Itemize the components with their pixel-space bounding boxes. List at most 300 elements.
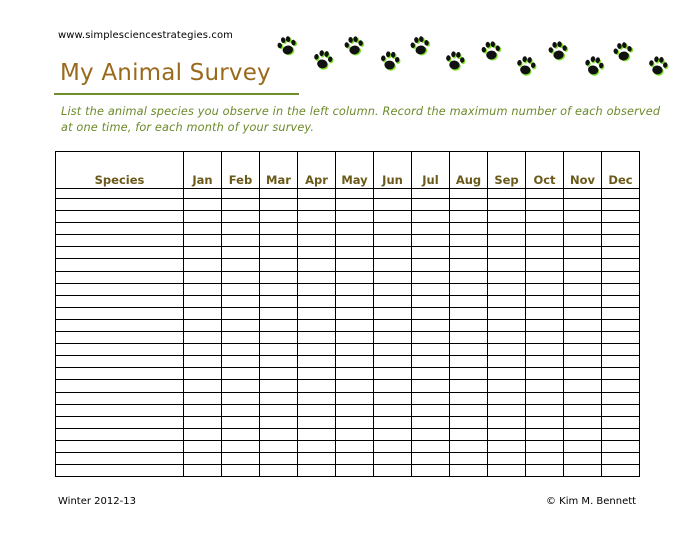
count-cell[interactable] (526, 416, 564, 428)
count-cell[interactable] (412, 223, 450, 235)
count-cell[interactable] (526, 404, 564, 416)
count-cell[interactable] (526, 392, 564, 404)
count-cell[interactable] (412, 319, 450, 331)
count-cell[interactable] (602, 235, 640, 247)
count-cell[interactable] (336, 247, 374, 259)
count-cell[interactable] (184, 247, 222, 259)
count-cell[interactable] (488, 319, 526, 331)
count-cell[interactable] (526, 199, 564, 211)
count-cell[interactable] (602, 452, 640, 464)
count-cell[interactable] (184, 295, 222, 307)
count-cell[interactable] (526, 380, 564, 392)
count-cell[interactable] (526, 295, 564, 307)
count-cell[interactable] (298, 416, 336, 428)
count-cell[interactable] (450, 271, 488, 283)
count-cell[interactable] (488, 271, 526, 283)
count-cell[interactable] (374, 199, 412, 211)
count-cell[interactable] (336, 189, 374, 199)
count-cell[interactable] (374, 404, 412, 416)
count-cell[interactable] (412, 404, 450, 416)
count-cell[interactable] (222, 271, 260, 283)
count-cell[interactable] (526, 283, 564, 295)
count-cell[interactable] (526, 319, 564, 331)
count-cell[interactable] (488, 368, 526, 380)
count-cell[interactable] (298, 465, 336, 477)
count-cell[interactable] (450, 319, 488, 331)
count-cell[interactable] (412, 465, 450, 477)
count-cell[interactable] (298, 295, 336, 307)
count-cell[interactable] (222, 247, 260, 259)
count-cell[interactable] (564, 332, 602, 344)
count-cell[interactable] (602, 247, 640, 259)
species-cell[interactable] (56, 271, 184, 283)
count-cell[interactable] (336, 416, 374, 428)
count-cell[interactable] (336, 344, 374, 356)
count-cell[interactable] (222, 189, 260, 199)
count-cell[interactable] (564, 189, 602, 199)
count-cell[interactable] (602, 307, 640, 319)
count-cell[interactable] (602, 211, 640, 223)
count-cell[interactable] (336, 392, 374, 404)
count-cell[interactable] (298, 247, 336, 259)
species-cell[interactable] (56, 440, 184, 452)
count-cell[interactable] (564, 199, 602, 211)
count-cell[interactable] (602, 332, 640, 344)
count-cell[interactable] (488, 247, 526, 259)
count-cell[interactable] (488, 465, 526, 477)
count-cell[interactable] (450, 356, 488, 368)
count-cell[interactable] (488, 307, 526, 319)
count-cell[interactable] (526, 307, 564, 319)
count-cell[interactable] (298, 271, 336, 283)
count-cell[interactable] (412, 189, 450, 199)
count-cell[interactable] (488, 404, 526, 416)
count-cell[interactable] (336, 223, 374, 235)
count-cell[interactable] (526, 235, 564, 247)
count-cell[interactable] (602, 344, 640, 356)
count-cell[interactable] (374, 271, 412, 283)
count-cell[interactable] (564, 440, 602, 452)
count-cell[interactable] (222, 465, 260, 477)
count-cell[interactable] (222, 223, 260, 235)
count-cell[interactable] (564, 368, 602, 380)
count-cell[interactable] (374, 452, 412, 464)
count-cell[interactable] (488, 211, 526, 223)
count-cell[interactable] (260, 189, 298, 199)
count-cell[interactable] (260, 271, 298, 283)
count-cell[interactable] (298, 283, 336, 295)
count-cell[interactable] (602, 319, 640, 331)
count-cell[interactable] (184, 344, 222, 356)
count-cell[interactable] (336, 440, 374, 452)
count-cell[interactable] (374, 295, 412, 307)
count-cell[interactable] (488, 283, 526, 295)
count-cell[interactable] (488, 344, 526, 356)
count-cell[interactable] (336, 307, 374, 319)
count-cell[interactable] (222, 211, 260, 223)
count-cell[interactable] (374, 332, 412, 344)
count-cell[interactable] (450, 211, 488, 223)
count-cell[interactable] (184, 223, 222, 235)
count-cell[interactable] (374, 211, 412, 223)
count-cell[interactable] (602, 404, 640, 416)
count-cell[interactable] (374, 319, 412, 331)
count-cell[interactable] (412, 332, 450, 344)
count-cell[interactable] (374, 416, 412, 428)
count-cell[interactable] (564, 211, 602, 223)
species-cell[interactable] (56, 211, 184, 223)
count-cell[interactable] (222, 259, 260, 271)
count-cell[interactable] (336, 452, 374, 464)
count-cell[interactable] (374, 465, 412, 477)
count-cell[interactable] (450, 199, 488, 211)
count-cell[interactable] (374, 368, 412, 380)
count-cell[interactable] (450, 259, 488, 271)
count-cell[interactable] (298, 356, 336, 368)
count-cell[interactable] (450, 235, 488, 247)
count-cell[interactable] (260, 223, 298, 235)
count-cell[interactable] (184, 428, 222, 440)
species-cell[interactable] (56, 223, 184, 235)
count-cell[interactable] (184, 235, 222, 247)
count-cell[interactable] (336, 404, 374, 416)
count-cell[interactable] (374, 428, 412, 440)
count-cell[interactable] (184, 283, 222, 295)
count-cell[interactable] (488, 235, 526, 247)
count-cell[interactable] (602, 416, 640, 428)
count-cell[interactable] (222, 344, 260, 356)
count-cell[interactable] (564, 295, 602, 307)
count-cell[interactable] (450, 416, 488, 428)
count-cell[interactable] (336, 319, 374, 331)
count-cell[interactable] (488, 189, 526, 199)
count-cell[interactable] (222, 392, 260, 404)
count-cell[interactable] (260, 295, 298, 307)
count-cell[interactable] (488, 452, 526, 464)
count-cell[interactable] (336, 380, 374, 392)
count-cell[interactable] (184, 392, 222, 404)
count-cell[interactable] (602, 465, 640, 477)
count-cell[interactable] (488, 295, 526, 307)
species-cell[interactable] (56, 452, 184, 464)
count-cell[interactable] (260, 392, 298, 404)
count-cell[interactable] (602, 271, 640, 283)
count-cell[interactable] (298, 440, 336, 452)
species-cell[interactable] (56, 189, 184, 199)
count-cell[interactable] (298, 235, 336, 247)
count-cell[interactable] (222, 307, 260, 319)
count-cell[interactable] (260, 368, 298, 380)
count-cell[interactable] (298, 392, 336, 404)
count-cell[interactable] (412, 428, 450, 440)
species-cell[interactable] (56, 307, 184, 319)
count-cell[interactable] (412, 271, 450, 283)
species-cell[interactable] (56, 199, 184, 211)
species-cell[interactable] (56, 235, 184, 247)
count-cell[interactable] (412, 392, 450, 404)
count-cell[interactable] (222, 199, 260, 211)
count-cell[interactable] (184, 211, 222, 223)
count-cell[interactable] (564, 344, 602, 356)
count-cell[interactable] (336, 465, 374, 477)
count-cell[interactable] (336, 235, 374, 247)
count-cell[interactable] (564, 259, 602, 271)
count-cell[interactable] (298, 259, 336, 271)
count-cell[interactable] (222, 428, 260, 440)
count-cell[interactable] (298, 344, 336, 356)
count-cell[interactable] (450, 404, 488, 416)
count-cell[interactable] (222, 356, 260, 368)
count-cell[interactable] (222, 235, 260, 247)
count-cell[interactable] (450, 392, 488, 404)
species-cell[interactable] (56, 332, 184, 344)
count-cell[interactable] (374, 392, 412, 404)
count-cell[interactable] (488, 440, 526, 452)
count-cell[interactable] (298, 307, 336, 319)
count-cell[interactable] (412, 235, 450, 247)
count-cell[interactable] (450, 283, 488, 295)
count-cell[interactable] (374, 235, 412, 247)
count-cell[interactable] (222, 332, 260, 344)
count-cell[interactable] (184, 440, 222, 452)
count-cell[interactable] (260, 319, 298, 331)
count-cell[interactable] (298, 428, 336, 440)
count-cell[interactable] (526, 452, 564, 464)
count-cell[interactable] (564, 223, 602, 235)
count-cell[interactable] (412, 199, 450, 211)
count-cell[interactable] (374, 344, 412, 356)
count-cell[interactable] (564, 235, 602, 247)
count-cell[interactable] (602, 356, 640, 368)
count-cell[interactable] (412, 440, 450, 452)
count-cell[interactable] (488, 416, 526, 428)
count-cell[interactable] (184, 319, 222, 331)
count-cell[interactable] (184, 380, 222, 392)
count-cell[interactable] (488, 356, 526, 368)
count-cell[interactable] (222, 295, 260, 307)
count-cell[interactable] (526, 465, 564, 477)
count-cell[interactable] (450, 440, 488, 452)
species-cell[interactable] (56, 247, 184, 259)
count-cell[interactable] (222, 452, 260, 464)
count-cell[interactable] (260, 440, 298, 452)
count-cell[interactable] (260, 332, 298, 344)
species-cell[interactable] (56, 380, 184, 392)
count-cell[interactable] (222, 380, 260, 392)
count-cell[interactable] (450, 223, 488, 235)
count-cell[interactable] (184, 404, 222, 416)
count-cell[interactable] (260, 428, 298, 440)
count-cell[interactable] (450, 189, 488, 199)
count-cell[interactable] (260, 452, 298, 464)
count-cell[interactable] (374, 307, 412, 319)
species-cell[interactable] (56, 404, 184, 416)
count-cell[interactable] (602, 295, 640, 307)
count-cell[interactable] (526, 356, 564, 368)
count-cell[interactable] (488, 259, 526, 271)
count-cell[interactable] (222, 283, 260, 295)
count-cell[interactable] (298, 189, 336, 199)
count-cell[interactable] (336, 199, 374, 211)
count-cell[interactable] (526, 223, 564, 235)
count-cell[interactable] (526, 259, 564, 271)
count-cell[interactable] (526, 211, 564, 223)
count-cell[interactable] (184, 259, 222, 271)
count-cell[interactable] (412, 295, 450, 307)
count-cell[interactable] (526, 428, 564, 440)
count-cell[interactable] (336, 211, 374, 223)
count-cell[interactable] (260, 211, 298, 223)
count-cell[interactable] (564, 356, 602, 368)
count-cell[interactable] (412, 416, 450, 428)
count-cell[interactable] (564, 416, 602, 428)
count-cell[interactable] (602, 428, 640, 440)
count-cell[interactable] (184, 356, 222, 368)
count-cell[interactable] (564, 380, 602, 392)
count-cell[interactable] (412, 356, 450, 368)
count-cell[interactable] (564, 465, 602, 477)
count-cell[interactable] (450, 344, 488, 356)
count-cell[interactable] (336, 428, 374, 440)
count-cell[interactable] (450, 307, 488, 319)
count-cell[interactable] (222, 368, 260, 380)
count-cell[interactable] (526, 332, 564, 344)
count-cell[interactable] (260, 416, 298, 428)
count-cell[interactable] (298, 452, 336, 464)
count-cell[interactable] (374, 223, 412, 235)
count-cell[interactable] (412, 247, 450, 259)
count-cell[interactable] (602, 223, 640, 235)
count-cell[interactable] (526, 189, 564, 199)
count-cell[interactable] (336, 295, 374, 307)
count-cell[interactable] (488, 428, 526, 440)
count-cell[interactable] (298, 404, 336, 416)
count-cell[interactable] (222, 319, 260, 331)
count-cell[interactable] (184, 416, 222, 428)
count-cell[interactable] (564, 307, 602, 319)
count-cell[interactable] (184, 307, 222, 319)
count-cell[interactable] (412, 368, 450, 380)
count-cell[interactable] (298, 223, 336, 235)
count-cell[interactable] (450, 332, 488, 344)
count-cell[interactable] (450, 428, 488, 440)
count-cell[interactable] (336, 259, 374, 271)
count-cell[interactable] (184, 465, 222, 477)
count-cell[interactable] (488, 392, 526, 404)
count-cell[interactable] (450, 368, 488, 380)
count-cell[interactable] (564, 392, 602, 404)
count-cell[interactable] (450, 295, 488, 307)
count-cell[interactable] (602, 259, 640, 271)
count-cell[interactable] (184, 332, 222, 344)
count-cell[interactable] (450, 452, 488, 464)
count-cell[interactable] (260, 356, 298, 368)
count-cell[interactable] (298, 319, 336, 331)
species-cell[interactable] (56, 344, 184, 356)
species-cell[interactable] (56, 428, 184, 440)
count-cell[interactable] (374, 189, 412, 199)
count-cell[interactable] (298, 211, 336, 223)
count-cell[interactable] (184, 189, 222, 199)
count-cell[interactable] (260, 344, 298, 356)
count-cell[interactable] (602, 380, 640, 392)
count-cell[interactable] (450, 247, 488, 259)
count-cell[interactable] (526, 344, 564, 356)
count-cell[interactable] (602, 440, 640, 452)
count-cell[interactable] (412, 307, 450, 319)
count-cell[interactable] (412, 259, 450, 271)
count-cell[interactable] (526, 271, 564, 283)
count-cell[interactable] (374, 247, 412, 259)
species-cell[interactable] (56, 465, 184, 477)
species-cell[interactable] (56, 416, 184, 428)
count-cell[interactable] (374, 283, 412, 295)
count-cell[interactable] (222, 440, 260, 452)
species-cell[interactable] (56, 295, 184, 307)
count-cell[interactable] (260, 465, 298, 477)
count-cell[interactable] (564, 247, 602, 259)
count-cell[interactable] (526, 440, 564, 452)
count-cell[interactable] (260, 307, 298, 319)
count-cell[interactable] (488, 199, 526, 211)
count-cell[interactable] (374, 380, 412, 392)
species-cell[interactable] (56, 283, 184, 295)
count-cell[interactable] (374, 440, 412, 452)
count-cell[interactable] (260, 380, 298, 392)
count-cell[interactable] (412, 380, 450, 392)
count-cell[interactable] (184, 199, 222, 211)
count-cell[interactable] (412, 283, 450, 295)
count-cell[interactable] (602, 199, 640, 211)
count-cell[interactable] (298, 199, 336, 211)
count-cell[interactable] (488, 332, 526, 344)
count-cell[interactable] (260, 404, 298, 416)
count-cell[interactable] (298, 368, 336, 380)
count-cell[interactable] (526, 247, 564, 259)
count-cell[interactable] (450, 380, 488, 392)
count-cell[interactable] (602, 368, 640, 380)
count-cell[interactable] (412, 344, 450, 356)
count-cell[interactable] (260, 283, 298, 295)
count-cell[interactable] (222, 404, 260, 416)
count-cell[interactable] (336, 368, 374, 380)
count-cell[interactable] (374, 356, 412, 368)
count-cell[interactable] (260, 259, 298, 271)
count-cell[interactable] (564, 428, 602, 440)
count-cell[interactable] (412, 452, 450, 464)
count-cell[interactable] (336, 332, 374, 344)
count-cell[interactable] (336, 356, 374, 368)
species-cell[interactable] (56, 356, 184, 368)
species-cell[interactable] (56, 368, 184, 380)
count-cell[interactable] (298, 380, 336, 392)
count-cell[interactable] (260, 199, 298, 211)
species-cell[interactable] (56, 319, 184, 331)
count-cell[interactable] (184, 271, 222, 283)
count-cell[interactable] (602, 189, 640, 199)
count-cell[interactable] (564, 283, 602, 295)
species-cell[interactable] (56, 392, 184, 404)
species-cell[interactable] (56, 259, 184, 271)
count-cell[interactable] (184, 452, 222, 464)
count-cell[interactable] (298, 332, 336, 344)
count-cell[interactable] (564, 452, 602, 464)
count-cell[interactable] (488, 223, 526, 235)
count-cell[interactable] (526, 368, 564, 380)
count-cell[interactable] (602, 392, 640, 404)
count-cell[interactable] (374, 259, 412, 271)
count-cell[interactable] (184, 368, 222, 380)
